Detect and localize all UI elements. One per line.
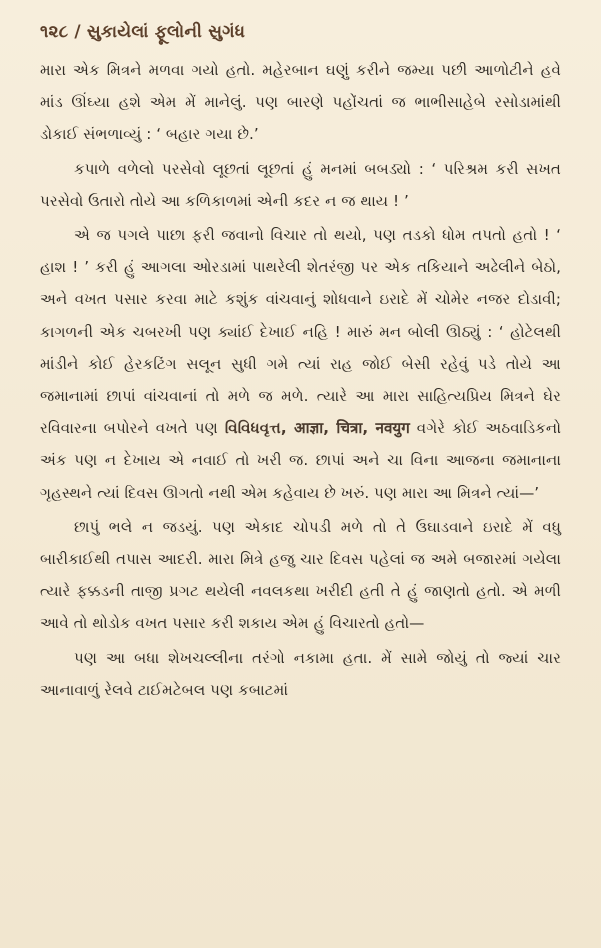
magazine-names: વિવિધવૃત્ત, आज्ञा, चित्रा, नवयुग — [224, 419, 410, 438]
paragraph-2: કપાળે વળેલો પરસેવો લૂછતાં લૂછતાં હું મનમાં બબડ્યો : ‘ પરિશ્રમ કરી સખત પરસેવો ઉતારો તોયે આ કળિકાળમાં એની કદર ન જ થાય ! ’ — [40, 159, 561, 210]
paragraph-5: પણ આ બધા શેખચલ્લીના તરંગો નકામા હતા. મેં સામે જોયું તો જ્યાં ચાર આનાવાળું રેલવે ટાઈમટેબલ પણ કબાટમાં — [40, 648, 561, 699]
running-header — [40, 22, 561, 42]
paragraph-4: છાપું ભલે ન જડયું. પણ એકાદ ચોપડી મળે તો તે ઉઘાડવાને ઇરાદે મેં વધુ બારીકાઈથી તપાસ આદરી. મારા મિત્રે હજુ ચાર દિવસ પહેલાં જ અમે બજારમાં ગયેલા ત્યારે ફક્કડની તાજી પ્રગટ થયેલી નવલકથા ખરીદી હતી તે હું જાણતો હતો. એ મળી આવે તો થોડોક વખત પસાર કરી શકાય એમ હું વિચારતો હતો— — [40, 517, 561, 633]
header-separator: / — [68, 22, 87, 42]
paragraph-1: મારા એક મિત્રને મળવા ગયો હતો. મહેરબાન ઘણું કરીને જમ્યા પછી આળોટીને હવે માંડ ઊંઘ્યા હશે એમ મેં માનેલું. પણ બારણે પહોંચતાં જ ભાભીસાહેબે રસોડામાંથી ડોકાઈ સંભળાવ્યું : ‘ બહાર ગયા છે.’ — [40, 61, 561, 144]
book-title: સુકાયેલાં ફૂલોની સુગંધ — [86, 22, 246, 42]
page-number: ૧૨૮ — [40, 22, 69, 42]
paragraph-3-text-start: એ જ પગલે પાછા ફરી જવાનો વિચાર તો થયો, પણ તડકો ધોમ તપતો હતો ! ‘ હાશ ! ’ કરી હું આગલા ઓરડામાં પાથરેલી શેતરંજી પર એક તકિયાને અઢેલીને બેઠો, અને વખત પસાર કરવા માટે કશુંક વાંચવાનું શોધવાને ઇરાદે મેં ચોમેર નજર દોડાવી; કાગળની એક ચબરખી પણ ક્યાંઈ દેખાઈ નહિ ! મારું મન બોલી ઊઠ્યું : ‘ હોટેલથી માંડીને કોઈ હેરકટિંગ સલૂન સુધી ગમે ત્યાં રાહ જોઈ બેસી રહેવું પડે તોયે આ જમાનામાં છાપાં વાંચવાનાં તો મળે જ મળે. ત્યારે આ મારા સાહિત્યપ્રિય મિત્રને ઘેર રવિવારના બપોરને વખતે પણ — [40, 226, 561, 438]
paragraph-3 — [40, 219, 561, 509]
paragraph-3-text-end: વગેરે કોઈ અઠવાડિકનો અંક પણ ન દેખાય એ નવાઈ તો ખરી જ. છાપાં અને ચા વિના આજના જમાનાના ગૃહસ્થને ત્યાં દિવસ ઊગતો નથી એમ કહેવાય છે ખરું. પણ મારા આ મિત્રને ત્યાં—’ — [40, 419, 561, 502]
page-body — [40, 54, 561, 706]
